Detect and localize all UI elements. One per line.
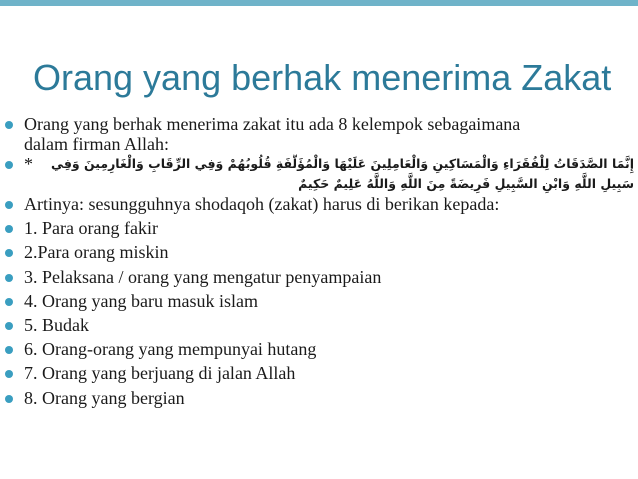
bullet-icon [5,322,13,330]
bullet-icon [5,395,13,403]
list-item-text: 2.Para orang miskin [24,242,169,263]
list-item-text: 5. Budak [24,314,89,335]
list-item [0,242,638,266]
bullet-icon [5,249,13,257]
bullet-icon [5,121,13,129]
bullet-icon [5,346,13,354]
list-item-ayat [0,154,638,194]
bullet-icon [5,298,13,306]
list-item [0,291,638,315]
list-item-text: 4. Orang yang baru masuk islam [24,290,258,311]
bullet-icon [5,225,13,233]
bullet-icon [5,161,13,169]
list-item-text: 6. Orang-orang yang mempunyai hutang [24,339,317,360]
list-item [0,315,638,339]
list-item-text: 8. Orang yang bergian [24,387,185,408]
list-item-intro [0,114,638,154]
list-item [0,388,638,412]
list-item-text: 7. Orang yang berjuang di jalan Allah [24,363,296,384]
list-item-text: 3. Pelaksana / orang yang mengatur penyampaian [24,266,382,287]
list-item-artinya [0,194,638,218]
artinya-text: Artinya: sesungguhnya shodaqoh (zakat) harus di berikan kepada: [24,194,500,214]
intro-text: Orang yang berhak menerima zakat itu ada 8 kelempok sebagaimana dalam firman Allah: [24,114,521,154]
bullet-icon [5,274,13,282]
list-item-text: 1. Para orang fakir [24,218,158,239]
bullet-icon [5,201,13,209]
ayat-block [24,154,634,194]
bullet-list [0,114,638,412]
slide-top-band [0,0,638,6]
slide-title: Orang yang berhak menerima Zakat [33,57,612,98]
list-item [0,363,638,387]
ayat-prefix: * [24,154,33,174]
bullet-icon [5,370,13,378]
ayat-text: إِنَّمَا الصَّدَقَاتُ لِلْفُقَرَاءِ وَالْمَسَاكِينِ وَالْعَامِلِينَ عَلَيْهَا وَالْمُؤَلَّفَةِ قُلُوبُهُمْ وَفِي الرِّقَابِ وَالْغَارِمِينَ وَفِي سَبِيلِ اللَّهِ وَابْنِ السَّبِيلِ فَرِيضَةً مِنَ اللَّهِ وَاللَّهُ عَلِيمٌ حَكِيمٌ [51,156,634,191]
list-item [0,339,638,363]
list-item [0,218,638,242]
list-item [0,267,638,291]
